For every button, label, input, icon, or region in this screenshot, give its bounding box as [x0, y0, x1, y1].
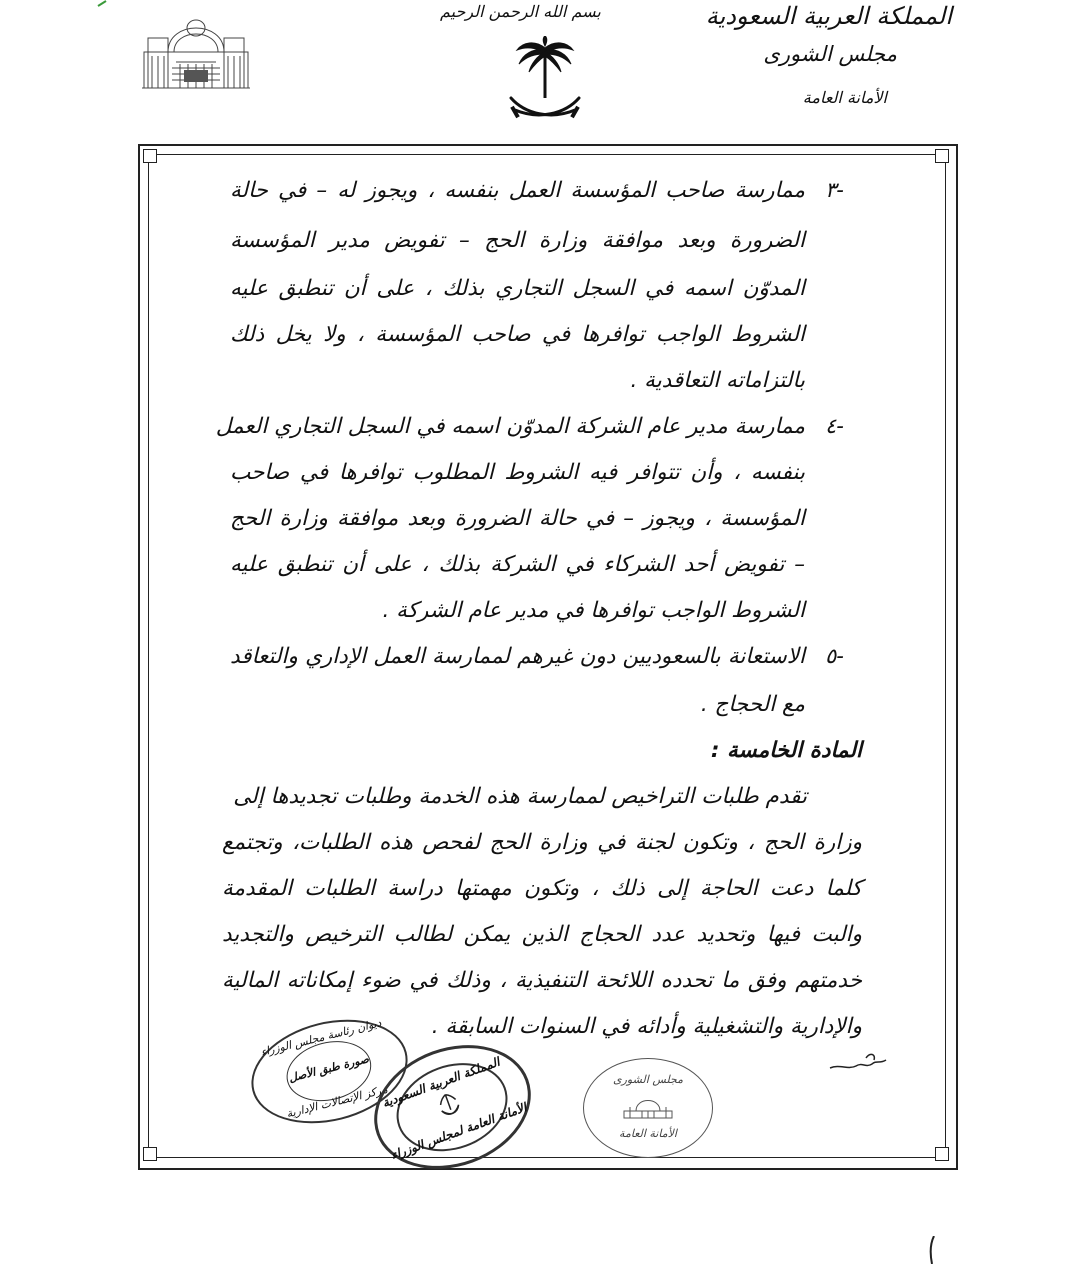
handwritten-initials — [826, 1048, 890, 1074]
stamp-shura-secretariat: الأمانة العامة — [619, 1127, 677, 1140]
header-kingdom: المملكة العربية السعودية — [705, 2, 952, 30]
item-number: ٣- — [825, 178, 844, 202]
palm-swords-emblem-icon — [505, 36, 585, 128]
header-council: مجلس الشورى — [763, 42, 897, 66]
header-general-secretariat: الأمانة العامة — [802, 88, 887, 107]
border-corner-ornament — [143, 1147, 157, 1161]
item-4-line-3: المؤسسة ، ويجوز – في حالة الضرورة وبعد موافقة وزارة الحج — [230, 506, 805, 531]
stamp-ministers-secretariat: الأمانة العامة لمجلس الوزراء — [389, 1100, 529, 1163]
article-line-3: كلما دعت الحاجة إلى ذلك ، وتكون مهمتها دراسة الطلبات المقدمة — [222, 876, 862, 901]
border-corner-ornament — [143, 149, 157, 163]
item-5-line-2: مع الحجاج . — [700, 692, 805, 717]
article-line-5: خدمتهم وفق ما تحدده اللائحة التنفيذية ، وذلك في ضوء إمكاناته المالية — [222, 968, 862, 993]
item-3-line-1: ممارسة صاحب المؤسسة العمل بنفسه ، ويجوز له – في حالة — [230, 178, 805, 203]
stamp-shura-title: مجلس الشورى — [613, 1073, 683, 1086]
article-heading: المادة الخامسة : — [710, 738, 862, 763]
item-5-line-1: الاستعانة بالسعوديين دون غيرهم لممارسة العمل الإداري والتعاقد — [230, 644, 805, 669]
item-4-line-4: – تفويض أحد الشركاء في الشركة بذلك ، على أن تنطبق عليه — [230, 552, 805, 577]
stamp-shura-council — [583, 1058, 713, 1158]
article-line-4: والبت فيها وتحديد عدد الحجاج الذين يمكن لطالب الترخيص والتجديد — [222, 922, 862, 947]
item-4-line-1: ممارسة مدير عام الشركة المدوّن اسمه في السجل التجاري العمل — [215, 414, 805, 439]
stamp-ministers-kingdom: المملكة العربية السعودية — [380, 1054, 502, 1111]
item-3-line-2: الضرورة وبعد موافقة وزارة الحج – تفويض مدير المؤسسة — [230, 228, 805, 253]
item-3-line-3: المدوّن اسمه في السجل التجاري بذلك ، على أن تنطبق عليه — [230, 276, 805, 301]
item-3-line-4: الشروط الواجب توافرها في صاحب المؤسسة ، ولا يخل ذلك — [230, 322, 805, 347]
stamp-cabinet-certified: صورة طبق الأصل — [287, 1052, 371, 1085]
shura-building-icon — [140, 8, 252, 92]
item-number: ٤- — [825, 414, 844, 438]
corner-check-mark — [96, 0, 114, 8]
page-edge-mark — [926, 1236, 938, 1264]
border-corner-ornament — [935, 1147, 949, 1161]
border-corner-ornament — [935, 149, 949, 163]
item-number: ٥- — [825, 644, 844, 668]
article-line-6: والإدارية والتشغيلية وأدائه في السنوات السابقة . — [431, 1014, 862, 1039]
item-4-line-2: بنفسه ، وأن تتوافر فيه الشروط المطلوب توافرها في صاحب — [230, 460, 805, 485]
stamp-cabinet-center: مركز الإتصالات الإدارية — [285, 1082, 389, 1121]
article-line-1: تقدم طلبات التراخيص لممارسة هذه الخدمة وطلبات تجديدها إلى — [233, 784, 807, 809]
stamp-cabinet-title: ديوان رئاسة مجلس الوزراء — [259, 1016, 383, 1059]
header-basmala: بسم الله الرحمن الرحيم — [440, 2, 601, 21]
shura-building-stamp-icon — [622, 1093, 674, 1119]
article-line-2: وزارة الحج ، وتكون لجنة في وزارة الحج لفحص هذه الطلبات، وتجتمع — [222, 830, 862, 855]
item-4-line-5: الشروط الواجب توافرها في مدير عام الشركة . — [382, 598, 805, 623]
item-3-line-5: بالتزاماته التعاقدية . — [630, 368, 805, 393]
